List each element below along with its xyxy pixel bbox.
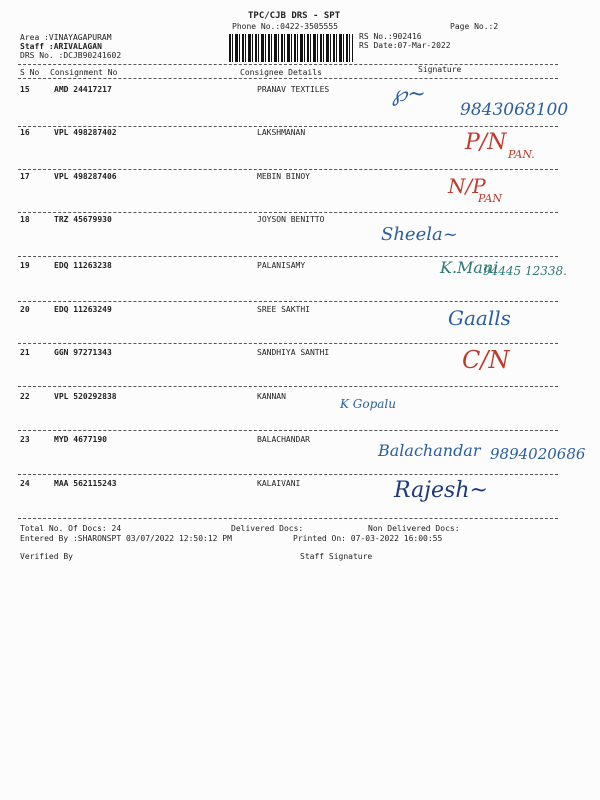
row-divider: [18, 256, 558, 257]
row-divider: [18, 212, 558, 213]
row-sno: 23: [20, 435, 30, 444]
handwritten-phone-19: 94445 12338.: [483, 264, 567, 278]
rs-number: RS No.:902416: [359, 32, 422, 41]
row-consignee: SANDHIYA SANTHI: [257, 348, 330, 357]
handwritten-phone-23: 9894020686: [490, 445, 586, 463]
row-divider: [18, 126, 558, 127]
row-divider: [18, 301, 558, 302]
row-consignee: KALAIVANI: [257, 479, 301, 488]
row-sno: 19: [20, 261, 30, 270]
row-consignment-no: VPL 498287406: [54, 172, 117, 181]
page-number: Page No.:2: [450, 22, 499, 31]
area-field: Area :VINAYAGAPURAM: [20, 33, 112, 42]
row-divider: [18, 430, 558, 431]
header-divider: [18, 64, 558, 65]
total-docs: Total No. Of Docs: 24: [20, 524, 122, 533]
row-consignment-no: EDQ 11263249: [54, 305, 112, 314]
staff-field: Staff :ARIVALAGAN: [20, 42, 102, 51]
row-consignment-no: EDQ 11263238: [54, 261, 112, 270]
handwritten-np-17: N/P: [448, 174, 486, 198]
column-consignment: Consignment No: [50, 68, 118, 77]
row-consignment-no: MYD 4677190: [54, 435, 107, 444]
handwritten-name-19: K.Mani: [440, 258, 499, 277]
row-divider: [18, 474, 558, 475]
row-consignment-no: MAA 562115243: [54, 479, 117, 488]
delivered-docs: Delivered Docs:: [231, 524, 304, 533]
row-consignee: PALANISAMY: [257, 261, 306, 270]
row-consignment-no: VPL 498287402: [54, 128, 117, 137]
signature-row-20-scribble: Gaalls: [448, 306, 511, 330]
footer-divider: [18, 518, 558, 519]
row-consignee: BALACHANDAR: [257, 435, 310, 444]
row-sno: 22: [20, 392, 30, 401]
row-consignment-no: GGN 97271343: [54, 348, 112, 357]
document-title: TPC/CJB DRS - SPT: [248, 11, 341, 21]
signature-row-15-scribble: ℘~: [392, 82, 426, 107]
signature-row-18-scribble: Sheela~: [381, 224, 458, 245]
rs-date: RS Date:07-Mar-2022: [359, 41, 451, 50]
row-consignment-no: VPL 520292838: [54, 392, 117, 401]
phone-number: Phone No.:0422-3505555: [232, 22, 338, 31]
row-sno: 15: [20, 85, 30, 94]
staff-signature-label: Staff Signature: [300, 552, 373, 561]
row-sno: 21: [20, 348, 30, 357]
handwritten-pan-16: PAN.: [508, 148, 535, 161]
row-consignee: PRANAV TEXTILES: [257, 85, 330, 94]
handwritten-phone-15: 9843068100: [460, 100, 569, 120]
row-consignee: LAKSHMANAN: [257, 128, 306, 137]
handwritten-name-22: K Gopalu: [340, 397, 396, 411]
column-sno: S No: [20, 68, 40, 77]
signature-row-24-scribble: Rajesh~: [394, 478, 488, 503]
column-signature: Signature: [418, 65, 462, 74]
entered-by: Entered By :SHARONSPT 03/07/2022 12:50:12 PM: [20, 534, 232, 543]
row-sno: 24: [20, 479, 30, 488]
printed-on: Printed On: 07-03-2022 16:00:55: [293, 534, 443, 543]
column-divider: [18, 78, 558, 79]
handwritten-name-23: Balachandar: [378, 441, 481, 460]
barcode: [229, 34, 353, 62]
drs-number: DRS No. :DCJB90241602: [20, 51, 122, 60]
row-sno: 18: [20, 215, 30, 224]
row-divider: [18, 169, 558, 170]
row-sno: 17: [20, 172, 30, 181]
row-consignee: SREE SAKTHI: [257, 305, 310, 314]
row-consignment-no: AMD 24417217: [54, 85, 112, 94]
handwritten-pan-17: PAN: [478, 192, 502, 205]
handwritten-cn-21: C/N: [462, 346, 510, 374]
row-consignment-no: TRZ 45679930: [54, 215, 112, 224]
row-divider: [18, 343, 558, 344]
handwritten-pn-16: P/N: [465, 130, 507, 155]
row-consignee: KANNAN: [257, 392, 286, 401]
row-sno: 20: [20, 305, 30, 314]
row-consignee: MEBIN BINOY: [257, 172, 310, 181]
verified-by: Verified By: [20, 552, 73, 561]
row-divider: [18, 386, 558, 387]
column-consignee: Consignee Details: [240, 68, 322, 77]
non-delivered-docs: Non Delivered Docs:: [368, 524, 460, 533]
row-sno: 16: [20, 128, 30, 137]
row-consignee: JOYSON BENITTO: [257, 215, 325, 224]
